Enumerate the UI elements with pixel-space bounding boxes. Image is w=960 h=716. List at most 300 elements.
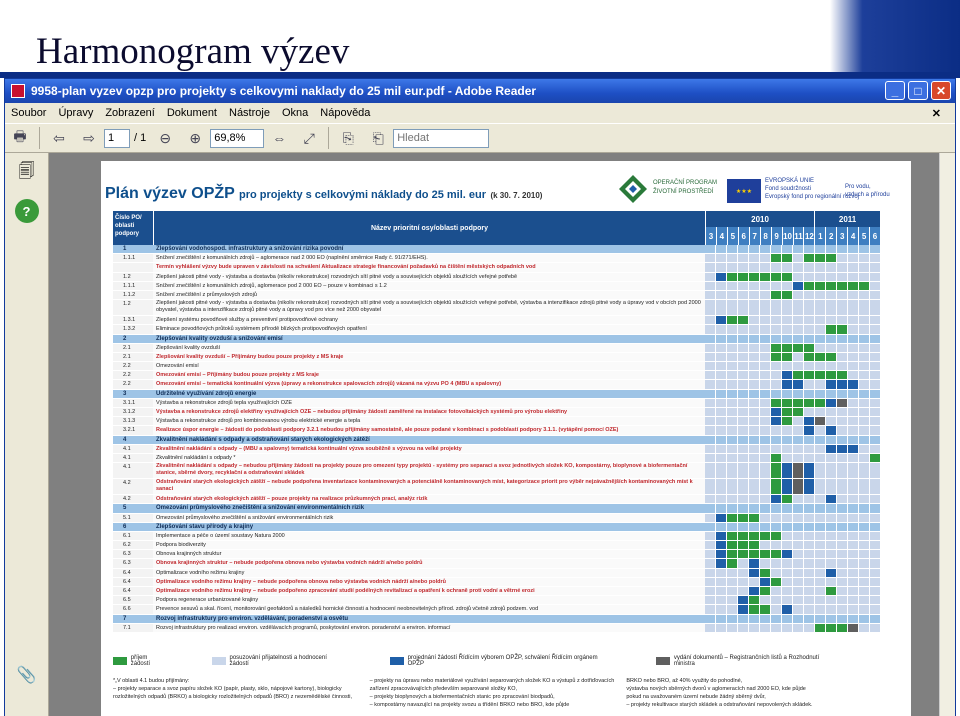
legend bbox=[113, 655, 883, 667]
timeline-cell bbox=[793, 371, 804, 379]
table-row bbox=[113, 550, 881, 559]
timeline-cell bbox=[716, 559, 727, 567]
timeline-cell bbox=[804, 362, 815, 370]
timeline-cell bbox=[793, 254, 804, 262]
timeline-cell bbox=[705, 263, 716, 271]
timeline-cell bbox=[815, 559, 826, 567]
timeline-cell bbox=[815, 541, 826, 549]
timeline-cell bbox=[749, 559, 760, 567]
row-number: 4.1 bbox=[113, 463, 153, 478]
row-name: Snížení znečištění z průmyslových zdrojů bbox=[153, 291, 705, 299]
timeline-cell bbox=[859, 578, 870, 586]
timeline-cell bbox=[727, 408, 738, 416]
timeline-cell bbox=[859, 541, 870, 549]
timeline-cell bbox=[760, 300, 771, 315]
row-timeline bbox=[705, 587, 881, 595]
timeline-cell bbox=[815, 596, 826, 604]
timeline-cell bbox=[804, 541, 815, 549]
timeline-cell bbox=[870, 605, 881, 613]
menu-document[interactable]: Dokument bbox=[166, 107, 217, 119]
timeline-cell bbox=[727, 541, 738, 549]
timeline-cell bbox=[804, 335, 815, 343]
timeline-cell bbox=[738, 436, 749, 444]
table-row bbox=[113, 495, 881, 504]
timeline-cell bbox=[727, 445, 738, 453]
timeline-cell bbox=[848, 399, 859, 407]
row-timeline bbox=[705, 291, 881, 299]
month-header: 9 bbox=[772, 227, 783, 245]
timeline-cell bbox=[804, 399, 815, 407]
timeline-cell bbox=[804, 325, 815, 333]
table-row bbox=[113, 291, 881, 300]
timeline-cell bbox=[782, 417, 793, 425]
row-number: 6.6 bbox=[113, 605, 153, 613]
document-close-icon[interactable]: ✕ bbox=[931, 107, 941, 120]
timeline-cell bbox=[870, 495, 881, 503]
timeline-cell bbox=[760, 325, 771, 333]
timeline-cell bbox=[859, 254, 870, 262]
timeline-cell bbox=[782, 335, 793, 343]
timeline-cell bbox=[705, 300, 716, 315]
timeline-cell bbox=[826, 325, 837, 333]
timeline-cell bbox=[848, 245, 859, 253]
row-number: 2.1 bbox=[113, 353, 153, 361]
row-timeline bbox=[705, 605, 881, 613]
help-icon[interactable]: ? bbox=[15, 199, 39, 223]
timeline-cell bbox=[771, 273, 782, 281]
timeline-cell bbox=[716, 495, 727, 503]
row-timeline bbox=[705, 514, 881, 522]
timeline-cell bbox=[782, 559, 793, 567]
row-name: Optimalizace vodního režimu krajiny – nebude podpořena obnova nebo výstavba vodních nádrží a/nebo poldrů bbox=[153, 578, 705, 586]
timeline-cell bbox=[815, 316, 826, 324]
row-timeline bbox=[705, 335, 881, 343]
row-number: 3.2.1 bbox=[113, 426, 153, 434]
fit-width-icon[interactable]: ⇔ bbox=[272, 130, 287, 146]
timeline-cell bbox=[848, 578, 859, 586]
timeline-cell bbox=[859, 399, 870, 407]
timeline-cell bbox=[760, 380, 771, 388]
timeline-cell bbox=[826, 390, 837, 398]
timeline-cell bbox=[760, 408, 771, 416]
timeline-cell bbox=[760, 532, 771, 540]
legend-label: posuzování přijatelnosti a hodnocení žádostí bbox=[229, 655, 327, 667]
timeline-cell bbox=[837, 504, 848, 512]
row-timeline bbox=[705, 463, 881, 478]
timeline-cell bbox=[859, 624, 870, 632]
timeline-cell bbox=[815, 624, 826, 632]
timeline-cell bbox=[870, 390, 881, 398]
timeline-cell bbox=[760, 445, 771, 453]
window-titlebar[interactable] bbox=[5, 79, 955, 103]
timeline-cell bbox=[826, 596, 837, 604]
timeline-cell bbox=[760, 559, 771, 567]
section-row bbox=[113, 390, 881, 399]
timeline-cell bbox=[760, 399, 771, 407]
timeline-cell bbox=[749, 325, 760, 333]
timeline-cell bbox=[738, 273, 749, 281]
timeline-cell bbox=[749, 291, 760, 299]
timeline-cell bbox=[771, 263, 782, 271]
timeline-cell bbox=[771, 495, 782, 503]
timeline-cell bbox=[804, 495, 815, 503]
timeline-cell bbox=[870, 335, 881, 343]
timeline-cell bbox=[727, 559, 738, 567]
timeline-cell bbox=[804, 254, 815, 262]
table-row bbox=[113, 408, 881, 417]
timeline-cell bbox=[782, 578, 793, 586]
timeline-cell bbox=[760, 514, 771, 522]
timeline-cell bbox=[760, 245, 771, 253]
row-number: 7.1 bbox=[113, 624, 153, 632]
timeline-cell bbox=[826, 532, 837, 540]
row-timeline bbox=[705, 578, 881, 586]
timeline-cell bbox=[727, 578, 738, 586]
close-button[interactable]: ✕ bbox=[931, 81, 951, 100]
section-row bbox=[113, 335, 881, 344]
timeline-cell bbox=[815, 454, 826, 462]
section-row bbox=[113, 523, 881, 532]
row-number: 2.2 bbox=[113, 362, 153, 370]
timeline-cell bbox=[870, 624, 881, 632]
timeline-cell bbox=[760, 454, 771, 462]
timeline-cell bbox=[848, 254, 859, 262]
timeline-cell bbox=[705, 245, 716, 253]
row-name: Optimalizace vodního režimu krajiny – nebude podpořeno zpracování studií podélných revitalizací a opatření k ochraně proti vodní a větrné erozi bbox=[153, 587, 705, 595]
row-number: 4 bbox=[113, 436, 153, 444]
row-number: 2 bbox=[113, 335, 153, 343]
timeline-cell bbox=[848, 615, 859, 623]
timeline-cell bbox=[848, 291, 859, 299]
timeline-cell bbox=[727, 463, 738, 478]
table-row bbox=[113, 624, 881, 633]
timeline-cell bbox=[782, 514, 793, 522]
timeline-cell bbox=[837, 399, 848, 407]
eu-flag-icon: ★★★ bbox=[727, 179, 761, 203]
timeline-cell bbox=[859, 445, 870, 453]
timeline-cell bbox=[716, 596, 727, 604]
timeline-cell bbox=[771, 445, 782, 453]
row-name: Rozvoj infrastruktury pro realizaci environ. vzdělávacích programů, poskytování environ. poradenství a environ. informací bbox=[153, 624, 705, 632]
timeline-cell bbox=[738, 316, 749, 324]
timeline-cell bbox=[848, 495, 859, 503]
section-row bbox=[113, 245, 881, 254]
timeline-cell bbox=[716, 615, 727, 623]
menu-edit[interactable]: Úpravy bbox=[58, 107, 94, 119]
pages-icon[interactable]: 🗐 bbox=[18, 162, 35, 180]
attachment-icon[interactable]: 📎 bbox=[16, 667, 37, 684]
document-workspace bbox=[5, 153, 955, 716]
timeline-cell bbox=[782, 399, 793, 407]
menu-file[interactable]: Soubor bbox=[11, 107, 47, 119]
timeline-cell bbox=[782, 325, 793, 333]
timeline-cell bbox=[804, 417, 815, 425]
timeline-cell bbox=[837, 426, 848, 434]
timeline-cell bbox=[804, 273, 815, 281]
timeline-cell bbox=[738, 417, 749, 425]
timeline-cell bbox=[716, 514, 727, 522]
timeline-cell bbox=[837, 550, 848, 558]
row-timeline bbox=[705, 495, 881, 503]
timeline-cell bbox=[771, 463, 782, 478]
timeline-cell bbox=[826, 624, 837, 632]
timeline-cell bbox=[760, 569, 771, 577]
timeline-cell bbox=[837, 316, 848, 324]
header-name: Název prioritní osy/oblasti podpory bbox=[153, 211, 705, 245]
month-header: 6 bbox=[870, 227, 881, 245]
timeline-cell bbox=[749, 245, 760, 253]
legend-label: projednání žádostí Řídícím výborem OPŽP, schválení Řídícím orgánem OPŽP bbox=[407, 655, 598, 667]
table-row bbox=[113, 605, 881, 614]
timeline-cell bbox=[837, 587, 848, 595]
timeline-cell bbox=[738, 282, 749, 290]
timeline-cell bbox=[848, 504, 859, 512]
row-name: Zlepšení jakosti pitné vody - výstavba a dostavba (nikoliv rekonstrukce) rozvodných sítí pitné vody a souvisejících objektů sloužících veřejné potřebě, výstavba a intenzifikace zdrojů pitné vody a úpravy vod v obcích pod 2000 obyvatel, výstavba a intenzifikace zdrojů pitné vody a úpravy vod pro více než 2000 obyvatel bbox=[153, 300, 705, 315]
timeline-cell bbox=[826, 254, 837, 262]
timeline-cell bbox=[716, 578, 727, 586]
timeline-cell bbox=[859, 479, 870, 494]
month-header: 2 bbox=[826, 227, 837, 245]
timeline-cell bbox=[870, 514, 881, 522]
timeline-cell bbox=[793, 624, 804, 632]
table-row bbox=[113, 399, 881, 408]
timeline-cell bbox=[705, 463, 716, 478]
row-timeline bbox=[705, 559, 881, 567]
timeline-cell bbox=[749, 426, 760, 434]
timeline-cell bbox=[738, 578, 749, 586]
row-timeline bbox=[705, 445, 881, 453]
timeline-cell bbox=[716, 273, 727, 281]
month-header: 11 bbox=[794, 227, 805, 245]
timeline-cell bbox=[716, 436, 727, 444]
page-number-input[interactable] bbox=[104, 129, 130, 148]
table-row bbox=[113, 344, 881, 353]
timeline-cell bbox=[804, 390, 815, 398]
timeline-cell bbox=[848, 353, 859, 361]
timeline-cell bbox=[771, 624, 782, 632]
timeline-cell bbox=[826, 245, 837, 253]
row-number: 6.4 bbox=[113, 569, 153, 577]
timeline-cell bbox=[848, 624, 859, 632]
timeline-cell bbox=[804, 371, 815, 379]
timeline-cell bbox=[859, 344, 870, 352]
timeline-cell bbox=[859, 325, 870, 333]
timeline-cell bbox=[727, 495, 738, 503]
timeline-cell bbox=[727, 291, 738, 299]
timeline-cell bbox=[826, 615, 837, 623]
maximize-button[interactable]: □ bbox=[908, 81, 928, 100]
pdf-page bbox=[101, 161, 911, 716]
page-total: / 1 bbox=[134, 132, 147, 144]
zoom-in-icon[interactable]: ⊕ bbox=[189, 129, 202, 146]
timeline-cell bbox=[705, 399, 716, 407]
timeline-cell bbox=[716, 523, 727, 531]
table-row bbox=[113, 569, 881, 578]
timeline-cell bbox=[782, 344, 793, 352]
timeline-cell bbox=[705, 362, 716, 370]
timeline-cell bbox=[749, 335, 760, 343]
timeline-cell bbox=[815, 344, 826, 352]
timeline-cell bbox=[848, 587, 859, 595]
timeline-cell bbox=[804, 596, 815, 604]
timeline-cell bbox=[859, 587, 870, 595]
window-title: 9958-plan vyzev opzp pro projekty s celkovymi naklady do 25 mil eur.pdf - Adobe Reader bbox=[31, 84, 537, 98]
timeline-cell bbox=[837, 523, 848, 531]
row-number: 1.1.1 bbox=[113, 282, 153, 290]
timeline-cell bbox=[793, 362, 804, 370]
minimize-button[interactable]: _ bbox=[885, 81, 905, 100]
timeline-cell bbox=[848, 335, 859, 343]
timeline-cell bbox=[804, 523, 815, 531]
timeline-cell bbox=[859, 569, 870, 577]
table-row bbox=[113, 273, 881, 282]
menu-view[interactable]: Zobrazení bbox=[105, 107, 155, 119]
table-row bbox=[113, 514, 881, 523]
timeline-cell bbox=[870, 615, 881, 623]
timeline-cell bbox=[727, 479, 738, 494]
row-number: 2.2 bbox=[113, 380, 153, 388]
timeline-cell bbox=[837, 454, 848, 462]
zoom-select[interactable]: 69,8% bbox=[210, 129, 264, 148]
row-number bbox=[113, 263, 153, 271]
row-name: Eliminace povodňových průtoků systémem přírodě blízkých protipovodňových opatření bbox=[153, 325, 705, 333]
document-title: Plán výzev OPŽP pro projekty s celkovými náklady do 25 mil. eur (k 30. 7. 2010) bbox=[105, 185, 543, 202]
timeline-cell bbox=[815, 263, 826, 271]
timeline-cell bbox=[848, 371, 859, 379]
timeline-cell bbox=[793, 273, 804, 281]
row-number: 1.1.1 bbox=[113, 254, 153, 262]
month-header: 4 bbox=[848, 227, 859, 245]
timeline-cell bbox=[749, 263, 760, 271]
row-number: 1.3.2 bbox=[113, 325, 153, 333]
timeline-cell bbox=[859, 436, 870, 444]
timeline-cell bbox=[771, 325, 782, 333]
menu-help[interactable]: Nápověda bbox=[320, 107, 371, 119]
timeline-cell bbox=[793, 390, 804, 398]
timeline-cell bbox=[771, 300, 782, 315]
timeline-cell bbox=[782, 596, 793, 604]
timeline-cell bbox=[848, 436, 859, 444]
table-row bbox=[113, 479, 881, 495]
zoom-out-icon[interactable]: ⊖ bbox=[159, 129, 172, 146]
timeline-cell bbox=[870, 504, 881, 512]
timeline-cell bbox=[771, 390, 782, 398]
timeline-cell bbox=[859, 291, 870, 299]
search-input[interactable] bbox=[393, 129, 489, 148]
timeline-cell bbox=[859, 408, 870, 416]
timeline-cell bbox=[826, 436, 837, 444]
share-icon[interactable]: ⎗ bbox=[372, 129, 384, 146]
timeline-cell bbox=[870, 596, 881, 604]
table-row bbox=[113, 380, 881, 389]
timeline-cell bbox=[738, 390, 749, 398]
menu-tools[interactable]: Nástroje bbox=[229, 107, 270, 119]
timeline-cell bbox=[705, 559, 716, 567]
row-number: 7 bbox=[113, 615, 153, 623]
row-number: 6.3 bbox=[113, 559, 153, 567]
timeline-cell bbox=[870, 254, 881, 262]
timeline-cell bbox=[749, 273, 760, 281]
timeline-cell bbox=[782, 390, 793, 398]
previous-page-icon[interactable]: ⇦ bbox=[53, 129, 65, 146]
timeline-cell bbox=[705, 514, 716, 522]
timeline-cell bbox=[859, 245, 870, 253]
timeline-cell bbox=[848, 463, 859, 478]
timeline-cell bbox=[782, 273, 793, 281]
timeline-cell bbox=[771, 615, 782, 623]
schedule-table bbox=[113, 211, 881, 633]
timeline-cell bbox=[771, 371, 782, 379]
timeline-cell bbox=[705, 371, 716, 379]
timeline-cell bbox=[771, 436, 782, 444]
timeline-cell bbox=[848, 417, 859, 425]
timeline-cell bbox=[793, 426, 804, 434]
timeline-cell bbox=[848, 541, 859, 549]
row-number: 6.5 bbox=[113, 596, 153, 604]
timeline-cell bbox=[771, 454, 782, 462]
timeline-cell bbox=[760, 541, 771, 549]
row-number: 1.2 bbox=[113, 273, 153, 281]
print-icon[interactable]: 🖶 bbox=[13, 128, 27, 144]
timeline-cell bbox=[771, 254, 782, 262]
timeline-cell bbox=[771, 362, 782, 370]
footnote-column-3: BRKO nebo BRO, až 40% využity do pohodlné, výstavba nových sběrných dvorů v aglomeracích nad 2000 EO, kde půjde pokud na uvažovaném území nebude žádný sběrný dvůr, – projekty rekultivace starých skládek a odstraňování nepovolených skládek. bbox=[626, 678, 813, 708]
menu-window[interactable]: Okna bbox=[281, 107, 309, 119]
timeline-cell bbox=[859, 380, 870, 388]
timeline-cell bbox=[716, 344, 727, 352]
table-row bbox=[113, 353, 881, 362]
timeline-cell bbox=[749, 569, 760, 577]
timeline-cell bbox=[771, 514, 782, 522]
timeline-cell bbox=[815, 353, 826, 361]
legend-swatch bbox=[390, 657, 404, 665]
timeline-cell bbox=[837, 514, 848, 522]
timeline-cell bbox=[760, 596, 771, 604]
next-page-icon[interactable]: ⇨ bbox=[83, 129, 95, 146]
timeline-cell bbox=[870, 417, 881, 425]
timeline-cell bbox=[848, 325, 859, 333]
vertical-scrollbar[interactable] bbox=[939, 153, 955, 716]
timeline-cell bbox=[749, 380, 760, 388]
fit-page-icon[interactable]: ⤢ bbox=[303, 129, 315, 146]
timeline-cell bbox=[804, 380, 815, 388]
timeline-cell bbox=[815, 479, 826, 494]
timeline-cell bbox=[870, 569, 881, 577]
tagline: Pro vodu, vzduch a přírodu bbox=[845, 184, 890, 198]
timeline-cell bbox=[859, 371, 870, 379]
timeline-cell bbox=[705, 291, 716, 299]
row-name: Realizace úspor energie – žádosti do podoblasti podpory 3.2.1 nebudou přijímány samostatně, ale pouze podané v kombinaci s podoblastí podpory 3.1.1. (vytápění pomocí OZE) bbox=[153, 426, 705, 434]
row-timeline bbox=[705, 362, 881, 370]
timeline-cell bbox=[716, 426, 727, 434]
timeline-cell bbox=[760, 291, 771, 299]
row-name: Omezování průmyslového znečištění a snižování environmentálních rizik bbox=[153, 504, 705, 512]
timeline-cell bbox=[815, 362, 826, 370]
timeline-cell bbox=[705, 325, 716, 333]
month-header: 6 bbox=[739, 227, 750, 245]
timeline-cell bbox=[782, 408, 793, 416]
timeline-cell bbox=[782, 541, 793, 549]
row-name: Implementace a péče o území soustavy Natura 2000 bbox=[153, 532, 705, 540]
timeline-cell bbox=[760, 362, 771, 370]
timeline-cell bbox=[859, 282, 870, 290]
timeline-cell bbox=[859, 300, 870, 315]
row-name: Zkvalitnění nakládání s odpady a odstraňování starých ekologických zátěží bbox=[153, 436, 705, 444]
export-icon[interactable]: ⎘ bbox=[342, 129, 354, 146]
timeline-cell bbox=[705, 454, 716, 462]
timeline-cell bbox=[705, 624, 716, 632]
timeline-cell bbox=[727, 399, 738, 407]
